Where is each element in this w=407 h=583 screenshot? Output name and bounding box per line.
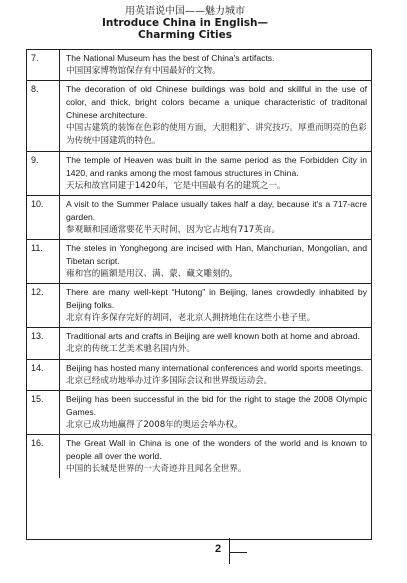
page-footer xyxy=(215,538,265,568)
english-sentence: The decoration of old Chinese buildings was bold and skillful in the use of color, and thick, bright colors became a unique characteristic of traditonal Chinese architecture. xyxy=(66,84,367,121)
chinese-translation: 天坛和故宫同建于1420年，它是中国最有名的建筑之一。 xyxy=(66,180,286,191)
chinese-translation: 中国的长城是世界的一大奇迹并且闻名全世界。 xyxy=(66,464,247,475)
entry-number: 7. xyxy=(27,50,60,80)
chinese-translation: 中国国家博物馆保存有中国最好的文物。 xyxy=(66,66,221,76)
header-title-zh: 用英语说中国——魅力城市 xyxy=(125,6,245,17)
sentence-entry xyxy=(27,80,371,150)
chinese-translation: 雍和宫的匾额是用汉、满、蒙、藏文雕刻的。 xyxy=(66,269,238,280)
english-sentence: There are many well-kept “Hutong” in Beijing, lanes crowdedly inhabited by Beijing folks. xyxy=(66,287,367,311)
header-title-en: Introduce China in English—Charming Cities xyxy=(101,17,269,41)
sentence-entry xyxy=(27,327,371,358)
entry-number: 11. xyxy=(27,240,60,283)
entry-body xyxy=(60,240,371,283)
entry-body xyxy=(60,196,371,239)
chinese-translation: 北京的传统工艺美术驰名国内外。 xyxy=(66,344,195,355)
running-header xyxy=(75,6,295,41)
chinese-translation: 北京已经成功地举办过许多国际会议和世界级运动会。 xyxy=(66,375,273,386)
entry-body xyxy=(60,284,371,327)
sentence-table xyxy=(26,49,372,540)
chinese-translation: 北京有许多保存完好的胡同，老北京人拥挤地住在这些小巷子里。 xyxy=(66,313,316,324)
crop-mark-horizontal xyxy=(229,552,247,553)
entry-number: 16. xyxy=(27,435,60,478)
entry-body xyxy=(60,81,371,150)
crop-mark-vertical xyxy=(229,538,230,564)
entry-body xyxy=(60,152,371,195)
sentence-entry xyxy=(27,195,371,239)
english-sentence: Beijing has been successful in the bid for the right to stage the 2008 Olympic Games. xyxy=(66,393,367,417)
sentence-entry xyxy=(27,434,371,478)
chinese-translation: 参观颐和园通常要花半天时间，因为它占地有717英亩。 xyxy=(66,224,281,235)
entry-number: 8. xyxy=(27,81,60,150)
english-sentence: The temple of Heaven was built in the same period as the Forbidden City in 1420, and ranks among the most famous structures in China. xyxy=(66,154,367,178)
entry-body xyxy=(60,50,371,80)
sentence-entry xyxy=(27,239,371,283)
entry-number: 15. xyxy=(27,391,60,434)
sentence-entry xyxy=(27,359,371,390)
entry-body xyxy=(60,360,371,390)
entry-number: 14. xyxy=(27,360,60,390)
chinese-translation: 中国古建筑的装饰在色彩的使用方面，大胆粗犷、讲究技巧。厚重而明亮的色彩为传统中国建筑的特色。 xyxy=(66,123,367,147)
entry-number: 13. xyxy=(27,328,60,358)
entry-body xyxy=(60,328,371,358)
english-sentence: The steles in Yonghegong are incised with Han, Manchurian, Mongolian, and Tibetan script. xyxy=(66,243,367,267)
entry-number: 9. xyxy=(27,152,60,195)
sentence-entry xyxy=(27,151,371,195)
sentence-entry xyxy=(27,283,371,327)
english-sentence: The Great Wall in China is one of the wonders of the world and is known to people all over the world. xyxy=(66,438,367,462)
sentence-entry xyxy=(27,390,371,434)
english-sentence: A visit to the Summer Palace usually takes half a day, because it's a 717-acre garden. xyxy=(66,198,367,222)
entry-number: 12. xyxy=(27,284,60,327)
entry-body xyxy=(60,435,371,478)
entry-number: 10. xyxy=(27,196,60,239)
page-number: 2 xyxy=(215,543,222,555)
sentence-entry xyxy=(27,50,371,80)
chinese-translation: 北京已成功地赢得了2008年的奥运会举办权。 xyxy=(66,419,243,430)
entry-body xyxy=(60,391,371,434)
english-sentence: Traditional arts and crafts in Beijing are well known both at home and abroad. xyxy=(66,331,360,342)
english-sentence: Beijing has hosted many international conferences and world sports meetings. xyxy=(66,362,364,373)
english-sentence: The National Museum has the best of China's artifacts. xyxy=(66,53,275,63)
